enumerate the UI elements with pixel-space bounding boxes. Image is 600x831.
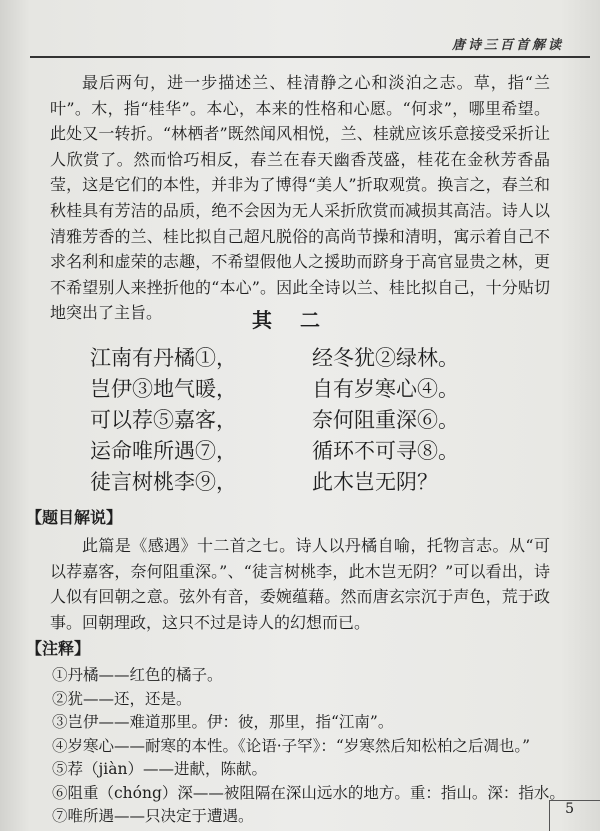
poem-line-left: 可以荐⑤嘉客， [90,408,237,432]
poem-title: 其二 [252,308,348,332]
poem-line-left: 岂伊③地气暖， [90,377,237,401]
poem-line-right: 此木岂无阴？ [312,470,438,494]
note-item: ④岁寒心——耐寒的本性。《论语·子罕》：“岁寒然后知松柏之后凋也。” [52,736,531,755]
poem-line-right: 自有岁寒心④。 [312,377,459,401]
header-rule [30,56,590,58]
poem-line-left: 江南有丹橘①， [90,346,237,370]
poem-line-right: 循环不可寻⑧。 [312,439,459,463]
poem-line [90,466,510,496]
explanation-text: 此篇是《感遇》十二首之七。诗人以丹橘自喻，托物言志。从“可以荐嘉客，奈何阻重深。”、“徒言树桃李，此木岂无阴？”可以看出，诗人似有回朝之意。弦外有音，委婉蕴藉。然而唐玄宗沉于声色，荒于政事。回朝理政，这只不过是诗人的幻想而已。 [50,536,550,632]
explanation-heading: 【题目解说】 [26,508,123,527]
running-header: 唐诗三百首解读 [451,38,564,53]
page-corner-tab [549,800,600,831]
note-item: ⑤荐（jiàn）——进献，陈献。 [52,760,267,778]
page-number: 5 [565,801,574,817]
poem-line [90,342,510,372]
note-item: ②犹——还，还是。 [52,689,192,708]
note-item: ⑦唯所遇——只决定于遭遇。 [52,807,254,825]
notes-list [52,664,572,829]
poem-line [90,373,510,403]
poem-line-right: 经冬犹②绿林。 [312,346,459,370]
intro-paragraph [50,70,550,326]
note-item: ①丹橘——红色的橘子。 [52,666,223,684]
poem-line [90,404,510,434]
poem-line [90,435,510,465]
notes-heading: 【注释】 [26,639,91,658]
poem-line-right: 奈何阻重深⑥。 [312,408,459,432]
note-item: ⑥阻重（chóng）深——被阻隔在深山远水的地方。重：指山。深：指水。 [52,783,565,802]
explanation-paragraph [50,533,550,635]
poem-line-left: 徒言树桃李⑨， [90,470,237,494]
intro-text: 最后两句，进一步描述兰、桂清静之心和淡泊之志。草，指“兰叶”。木，指“桂华”。本心，本来的性格和心愿。“何求”，哪里希望。此处又一转折。“林栖者”既然闻风相悦，兰、桂就应该乐意接受采折让人欣赏了。然而恰巧相反，春兰在春天幽香茂盛，桂花在金秋芳香晶莹，这是它们的本性，并非为了博得“美人”折取观赏。换言之，春兰和秋桂具有芳洁的品质，绝不会因为无人采折欣赏而减损其高洁。诗人以清雅芳香的兰、桂比拟自己超凡脱俗的高尚节操和清明，寓示着自己不求名利和虚荣的志趣，不希望假他人之援助而跻身于高官显贵之林，更不希望别人来挫折他的“本心”。因此全诗以兰、桂比拟自己，十分贴切地突出了主旨。 [50,73,550,323]
poem-line-left: 运命唯所遇⑦， [90,439,237,463]
note-item: ③岂伊——难道那里。伊：彼，那里，指“江南”。 [52,713,394,731]
